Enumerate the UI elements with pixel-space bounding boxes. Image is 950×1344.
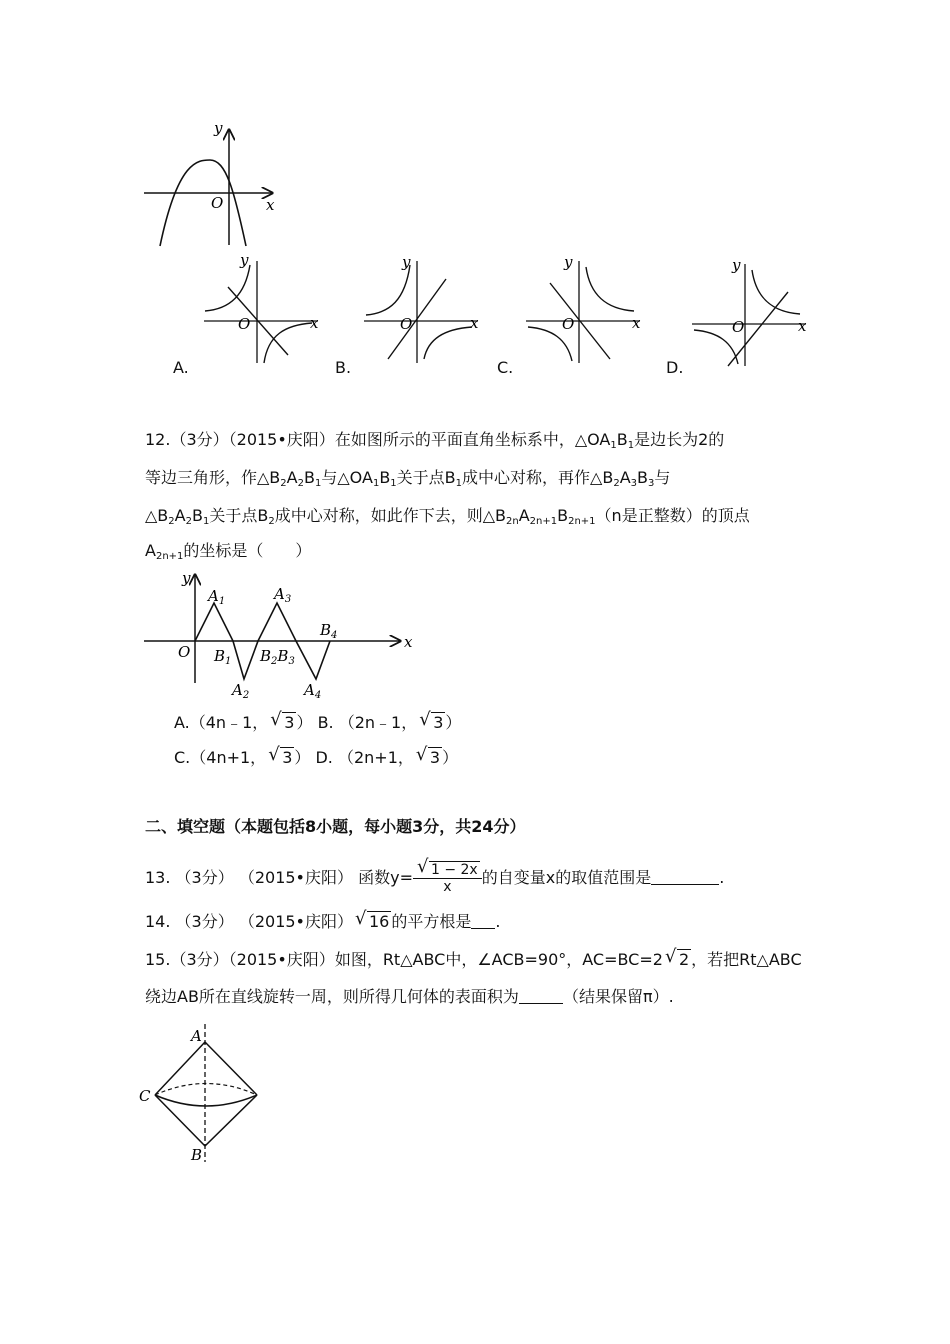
q11-option-a-graph (200, 255, 325, 365)
point-b2-b3: $B_2B_3$ (260, 647, 295, 667)
q12-options-row-2 (174, 744, 459, 768)
q13-answer-blank[interactable] (651, 870, 719, 885)
x-label: x (632, 314, 641, 332)
hyperbola-lower-right (264, 323, 312, 363)
sqrt-icon: √ 16 (355, 908, 390, 931)
y-label: y (564, 255, 573, 271)
q12-line-2: 等边三角形，作$\triangle B_2A_2B_1$与$\triangle OA_1B_1$关于点$B_1$成中心对称，再作$\triangle B_2A_3B_3$与 (145, 468, 671, 489)
x-label: x (798, 317, 807, 335)
origin-label: O (400, 315, 413, 333)
q12-line-4: $A_{2n+1}$的坐标是（ ） (145, 541, 312, 562)
q15-line-1: 15.（3分）（2015•庆阳）如图，Rt△ABC中，∠ACB=90°，AC=BC=2 √ 2 ，若把Rt△ABC (145, 946, 802, 969)
sqrt-icon: √ 3 (268, 744, 293, 767)
y-label: y (214, 120, 223, 137)
x-label: x (470, 314, 479, 332)
origin-label: O (238, 315, 251, 333)
q11-main-graph (138, 120, 288, 250)
point-a4: $A_4$ (304, 681, 322, 701)
sqrt-icon: √ 2 (664, 946, 690, 969)
point-a2: $A_2$ (232, 681, 250, 701)
point-a: A (191, 1027, 202, 1045)
q12-options-row-1 (174, 709, 462, 733)
point-a1: $A_1$ (208, 587, 226, 607)
q12-line-3: $\triangle B_2A_2B_1$关于点$B_2$成中心对称，如此作下去，则$\triangle B_{2n}A_{2n+1}B_{2n+1}(n$是正整数）的顶点 (145, 506, 750, 527)
q12-option-c[interactable]: C.（4n+1， √ 3 ） (174, 744, 311, 767)
q12-option-d[interactable]: D. （2n+1， √ 3 ） (315, 744, 459, 767)
point-a3: $A_3$ (274, 585, 292, 605)
q12-figure (138, 565, 423, 705)
cone-edge (155, 1042, 205, 1095)
section-2-title: 二、填空题（本题包括8小题，每小题3分，共24分） (145, 817, 526, 836)
q11-option-b-label[interactable]: B. (335, 358, 352, 377)
origin-label: O (178, 643, 191, 661)
q15-answer-blank[interactable] (519, 989, 563, 1004)
q11-option-d-label[interactable]: D. (666, 358, 684, 377)
y-label: y (732, 258, 741, 274)
origin-label: O (732, 318, 745, 336)
x-label: x (404, 633, 413, 651)
sqrt-icon: √ 3 (270, 709, 295, 732)
q14-answer-blank[interactable] (471, 914, 495, 929)
q14-line: 14. （3分） （2015•庆阳） √ 16 的平方根是 . (145, 908, 501, 931)
point-c: C (139, 1087, 151, 1105)
q12-option-b[interactable]: B. （2n﹣1， √ 3 ） (317, 709, 462, 732)
q12-line-1: 12.（3分）（2015•庆阳）在如图所示的平面直角坐标系中，$\triangle OA_1B_1$是边长为2的 (145, 430, 725, 451)
point-b: B (191, 1146, 203, 1164)
q13-line: 13. （3分） （2015•庆阳） 函数y= √ 1 − 2x x 的自变量x的取值范围是 . (145, 856, 725, 895)
x-label: x (266, 196, 275, 214)
y-label: y (182, 569, 191, 587)
origin-label: O (562, 315, 575, 333)
parabola-curve (160, 160, 246, 246)
point-b4: $B_4$ (320, 621, 338, 641)
q12-option-a[interactable]: A.（4n﹣1， √ 3 ） (174, 709, 313, 732)
q15-figure (135, 1022, 275, 1167)
q11-option-c-graph (522, 255, 647, 365)
base-circle-back (155, 1084, 257, 1096)
x-label: x (310, 314, 319, 332)
base-circle-front (155, 1095, 257, 1106)
origin-label: O (211, 194, 224, 212)
q13-fraction: √ 1 − 2x x (413, 862, 482, 895)
hyperbola-lower-right (424, 327, 472, 359)
q11-option-c-label[interactable]: C. (497, 358, 514, 377)
hyperbola-upper-right (752, 270, 800, 314)
q11-option-d-graph (688, 258, 813, 368)
q11-option-b-graph (360, 255, 485, 365)
y-label: y (402, 255, 411, 271)
sqrt-icon: √ 3 (415, 744, 441, 767)
point-b1: $B_1$ (214, 647, 232, 667)
hyperbola-upper-left (366, 265, 410, 315)
q15-line-2: 绕边AB所在直线旋转一周，则所得几何体的表面积为 （结果保留π）. (145, 987, 674, 1006)
y-label: y (240, 255, 249, 269)
sqrt-icon: √ 3 (419, 709, 444, 732)
q11-option-a-label[interactable]: A. (173, 358, 189, 377)
hyperbola-upper-right (586, 267, 634, 311)
cone-edge (205, 1042, 257, 1095)
